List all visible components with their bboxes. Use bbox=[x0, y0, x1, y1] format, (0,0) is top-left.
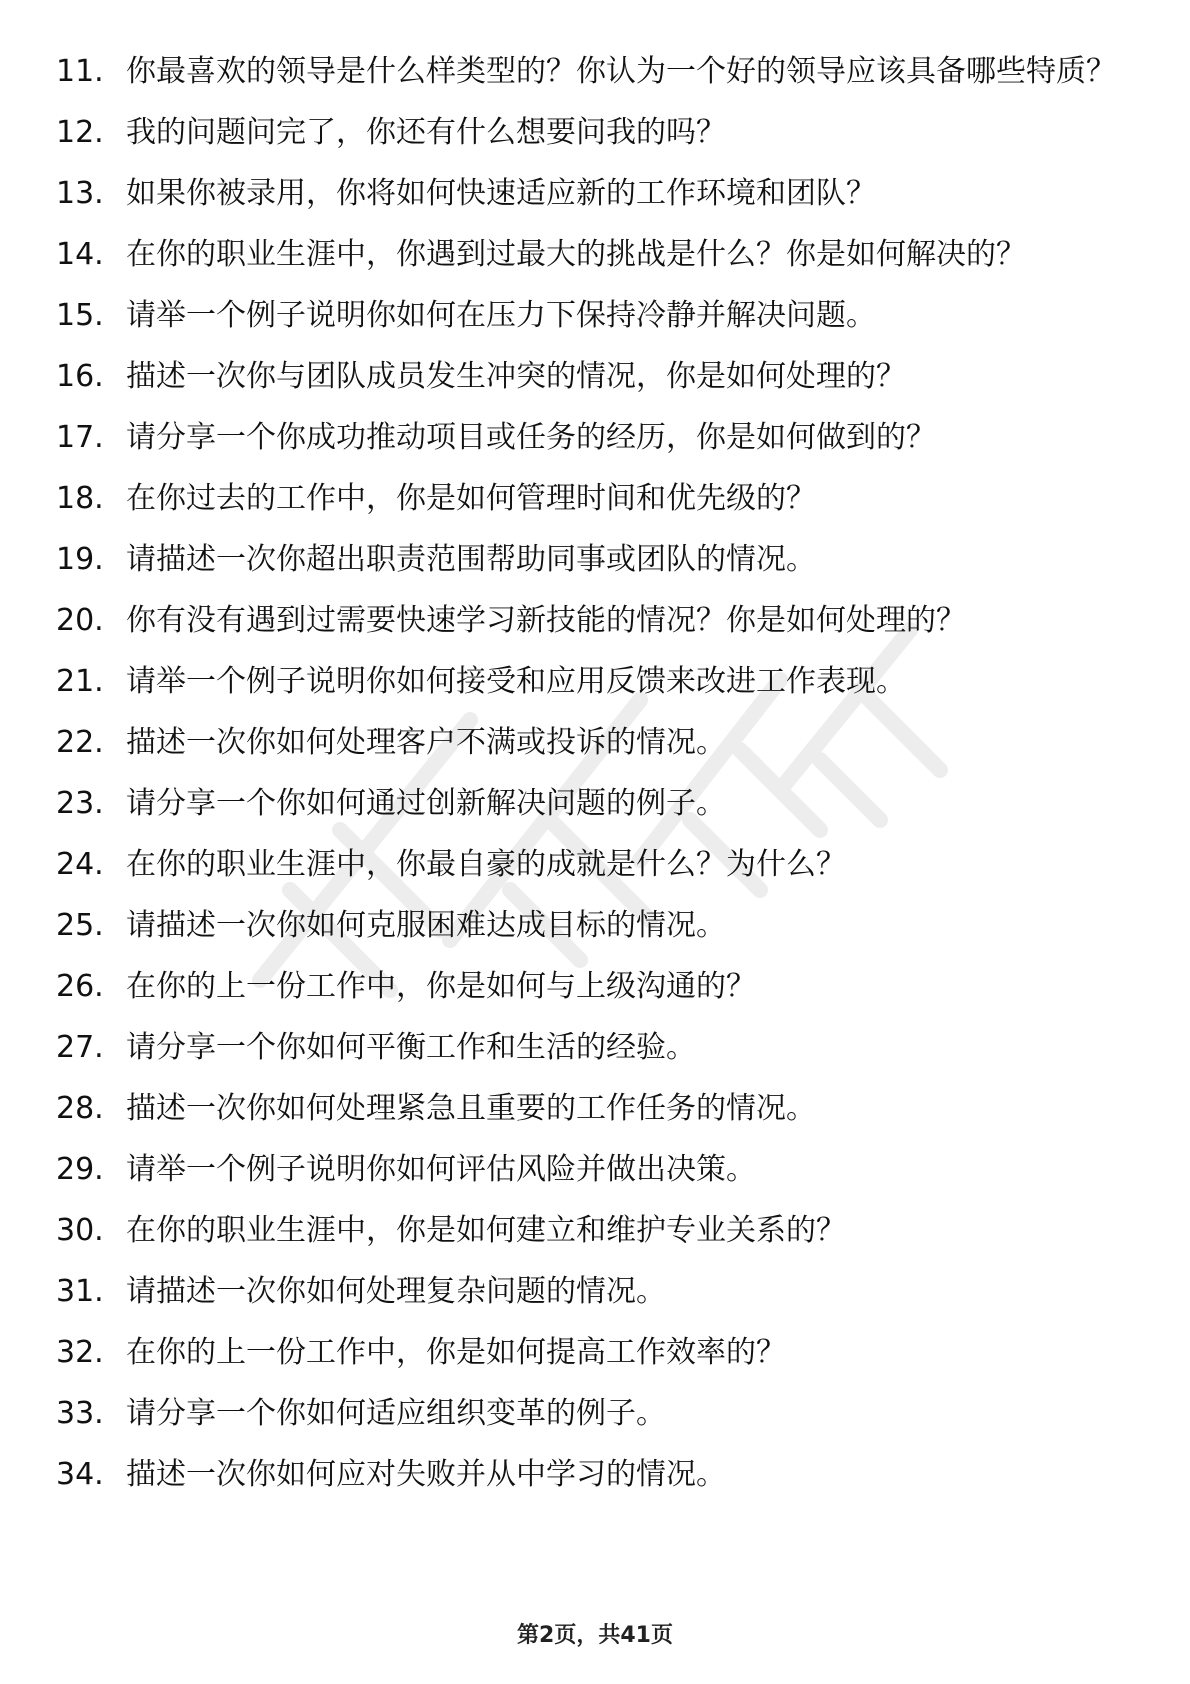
question-text: 描述一次你如何处理紧急且重要的工作任务的情况。 bbox=[126, 1091, 816, 1126]
question-item bbox=[56, 540, 1136, 580]
question-text: 请举一个例子说明你如何在压力下保持冷静并解决问题。 bbox=[126, 298, 876, 333]
question-text: 在你过去的工作中，你是如何管理时间和优先级的？ bbox=[126, 481, 816, 516]
question-text: 在你的职业生涯中，你遇到过最大的挑战是什么？你是如何解决的？ bbox=[126, 237, 1026, 272]
question-number: 16. bbox=[56, 359, 104, 394]
question-number: 22. bbox=[56, 725, 104, 760]
question-number: 24. bbox=[56, 847, 104, 882]
question-item bbox=[56, 723, 1136, 763]
question-item bbox=[56, 113, 1136, 153]
question-text: 在你的上一份工作中，你是如何与上级沟通的？ bbox=[126, 969, 756, 1004]
question-item bbox=[56, 357, 1136, 397]
question-number: 13. bbox=[56, 176, 104, 211]
question-item bbox=[56, 1394, 1136, 1434]
question-text: 你有没有遇到过需要快速学习新技能的情况？你是如何处理的？ bbox=[126, 603, 966, 638]
question-text: 你最喜欢的领导是什么样类型的？你认为一个好的领导应该具备哪些特质？ bbox=[126, 54, 1116, 89]
question-number: 31. bbox=[56, 1274, 104, 1309]
question-number: 28. bbox=[56, 1091, 104, 1126]
question-item bbox=[56, 296, 1136, 336]
question-text: 在你的职业生涯中，你是如何建立和维护专业关系的？ bbox=[126, 1213, 846, 1248]
question-text: 请描述一次你超出职责范围帮助同事或团队的情况。 bbox=[126, 542, 816, 577]
question-number: 11. bbox=[56, 54, 104, 89]
question-number: 14. bbox=[56, 237, 104, 272]
question-item bbox=[56, 1028, 1136, 1068]
question-number: 19. bbox=[56, 542, 104, 577]
question-number: 18. bbox=[56, 481, 104, 516]
question-item bbox=[56, 662, 1136, 702]
question-item bbox=[56, 601, 1136, 641]
page-footer: 第2页，共41页 bbox=[517, 1623, 673, 1648]
question-number: 25. bbox=[56, 908, 104, 943]
question-number: 21. bbox=[56, 664, 104, 699]
question-text: 请分享一个你如何通过创新解决问题的例子。 bbox=[126, 786, 726, 821]
question-text: 描述一次你如何处理客户不满或投诉的情况。 bbox=[126, 725, 726, 760]
question-text: 在你的上一份工作中，你是如何提高工作效率的？ bbox=[126, 1335, 786, 1370]
question-text: 请描述一次你如何处理复杂问题的情况。 bbox=[126, 1274, 666, 1309]
question-text: 请分享一个你如何适应组织变革的例子。 bbox=[126, 1396, 666, 1431]
question-item bbox=[56, 906, 1136, 946]
question-number: 34. bbox=[56, 1457, 104, 1492]
question-text: 在你的职业生涯中，你最自豪的成就是什么？为什么？ bbox=[126, 847, 846, 882]
question-item bbox=[56, 174, 1136, 214]
question-number: 20. bbox=[56, 603, 104, 638]
question-item bbox=[56, 1272, 1136, 1312]
question-text: 请分享一个你成功推动项目或任务的经历，你是如何做到的？ bbox=[126, 420, 936, 455]
question-item bbox=[56, 235, 1136, 275]
question-number: 33. bbox=[56, 1396, 104, 1431]
question-number: 15. bbox=[56, 298, 104, 333]
question-item bbox=[56, 479, 1136, 519]
question-number: 12. bbox=[56, 115, 104, 150]
question-item bbox=[56, 967, 1136, 1007]
question-item bbox=[56, 1211, 1136, 1251]
question-item bbox=[56, 418, 1136, 458]
question-text: 请举一个例子说明你如何接受和应用反馈来改进工作表现。 bbox=[126, 664, 906, 699]
question-number: 23. bbox=[56, 786, 104, 821]
question-text: 描述一次你与团队成员发生冲突的情况，你是如何处理的？ bbox=[126, 359, 906, 394]
question-text: 请描述一次你如何克服困难达成目标的情况。 bbox=[126, 908, 726, 943]
question-number: 29. bbox=[56, 1152, 104, 1187]
question-item bbox=[56, 1150, 1136, 1190]
question-item bbox=[56, 1455, 1136, 1495]
question-number: 30. bbox=[56, 1213, 104, 1248]
question-text: 我的问题问完了，你还有什么想要问我的吗？ bbox=[126, 115, 726, 150]
question-number: 32. bbox=[56, 1335, 104, 1370]
question-item bbox=[56, 1333, 1136, 1373]
question-text: 描述一次你如何应对失败并从中学习的情况。 bbox=[126, 1457, 726, 1492]
question-list bbox=[56, 52, 1136, 1516]
question-number: 27. bbox=[56, 1030, 104, 1065]
question-item bbox=[56, 1089, 1136, 1129]
question-text: 请举一个例子说明你如何评估风险并做出决策。 bbox=[126, 1152, 756, 1187]
question-item bbox=[56, 845, 1136, 885]
question-item bbox=[56, 52, 1136, 92]
question-text: 请分享一个你如何平衡工作和生活的经验。 bbox=[126, 1030, 696, 1065]
question-item bbox=[56, 784, 1136, 824]
question-number: 26. bbox=[56, 969, 104, 1004]
question-text: 如果你被录用，你将如何快速适应新的工作环境和团队？ bbox=[126, 176, 876, 211]
question-number: 17. bbox=[56, 420, 104, 455]
